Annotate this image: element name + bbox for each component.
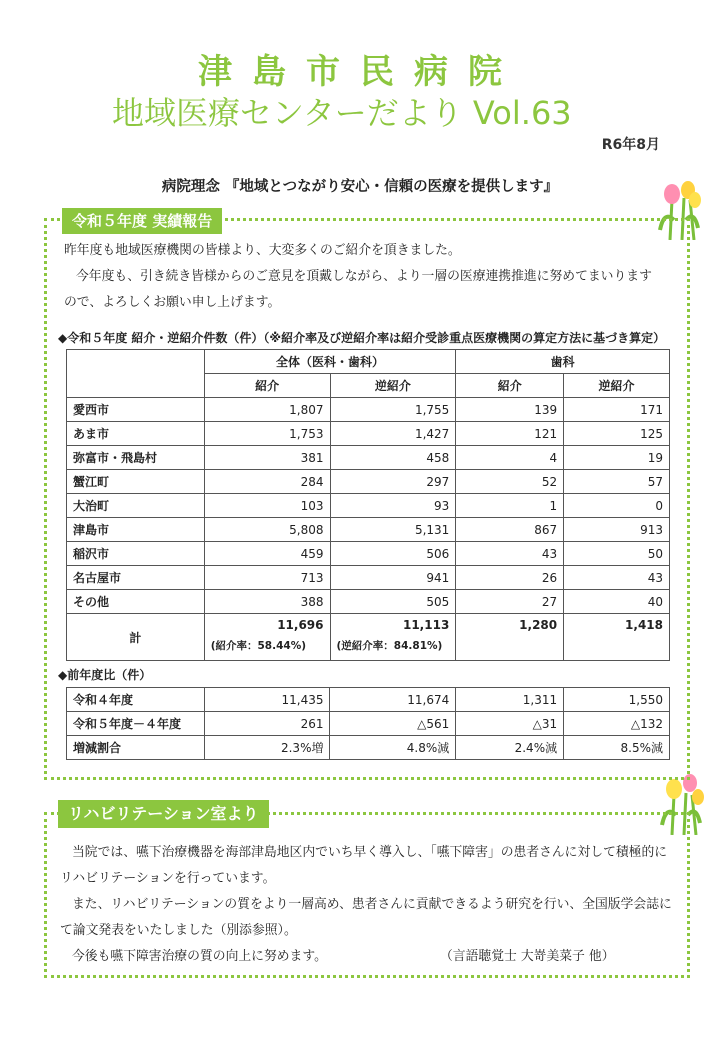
referral-table	[66, 349, 670, 661]
col-intro: 紹介	[456, 374, 564, 398]
rehab-paragraph-1: 当院では、嚥下治療機器を海部津島地区内でいち早く導入し、「嚥下障害」の患者さんに対して積極的にリハビリテーションを行っています。	[60, 845, 668, 886]
table-row: 増減割合 2.3%増 4.8%減 2.4%減 8.5%減	[67, 736, 670, 760]
table-row: 津島市 5,808 5,131 867 913	[67, 518, 670, 542]
total-reverse: 11,113 (逆紹介率：84.81%)	[330, 614, 456, 661]
hospital-name: 津島市民病院	[198, 52, 522, 92]
compare-title: ◆前年度比（件）	[58, 668, 152, 682]
rehab-paragraph-2: また、リハビリテーションの質をより一層高め、患者さんに貢献できるよう研究を行い、全国版学会誌にて論文発表をいたしました（別添参照）。	[60, 897, 672, 938]
report-paragraph-1: 昨年度も地域医療機関の皆様より、大変多くのご紹介を頂きました。	[64, 243, 461, 258]
table-row: 弥富市・飛島村 381 458 4 19	[67, 446, 670, 470]
newsletter-title: 地域医療センターだより Vol.63	[112, 94, 572, 132]
report-paragraph-2: 今年度も、引き続き皆様からのご意見を頂戴しながら、より一層の医療連携推進に努めてまいりますので、よろしくお願い申し上げます。	[64, 269, 652, 310]
table-title: ◆令和５年度 紹介・逆紹介件数（件）（※紹介率及び逆紹介率は紹介受診重点医療機関の算定方法に基づき算定）	[58, 331, 666, 345]
table-row: 令和４年度 11,435 11,674 1,311 1,550	[67, 688, 670, 712]
compare-table	[66, 687, 670, 760]
total-dental-intro: 1,280	[456, 614, 564, 661]
table-row: 稲沢市 459 506 43 50	[67, 542, 670, 566]
rehab-section-title: リハビリテーション室より	[58, 800, 269, 828]
hospital-philosophy: 病院理念 『地域とつながり安心・信頼の医療を提供します』	[161, 179, 559, 195]
total-intro: 11,696 (紹介率：58.44%)	[204, 614, 330, 661]
total-dental-reverse: 1,418	[564, 614, 670, 661]
total-row	[67, 614, 670, 661]
table-row: 大治町 103 93 1 0	[67, 494, 670, 518]
total-label: 計	[67, 614, 205, 661]
report-section-title: 令和５年度 実績報告	[62, 208, 222, 234]
col-reverse: 逆紹介	[330, 374, 456, 398]
col-intro: 紹介	[204, 374, 330, 398]
header-dental: 歯科	[456, 350, 670, 374]
issue-date: R6年8月	[601, 137, 660, 153]
table-row: あま市 1,753 1,427 121 125	[67, 422, 670, 446]
table-row: その他 388 505 27 40	[67, 590, 670, 614]
table-corner	[67, 350, 205, 398]
table-row: 愛西市 1,807 1,755 139 171	[67, 398, 670, 422]
col-reverse: 逆紹介	[564, 374, 670, 398]
table-row: 令和５年度－４年度 261 △561 △31 △132	[67, 712, 670, 736]
header-all: 全体（医科・歯科）	[204, 350, 456, 374]
table-row: 蟹江町 284 297 52 57	[67, 470, 670, 494]
rehab-author: （言語聴覚士 大嵜美菜子 他）	[440, 949, 615, 964]
table-row: 名古屋市 713 941 26 43	[67, 566, 670, 590]
rehab-paragraph-3: 今後も嚥下障害治療の質の向上に努めます。	[72, 949, 327, 964]
